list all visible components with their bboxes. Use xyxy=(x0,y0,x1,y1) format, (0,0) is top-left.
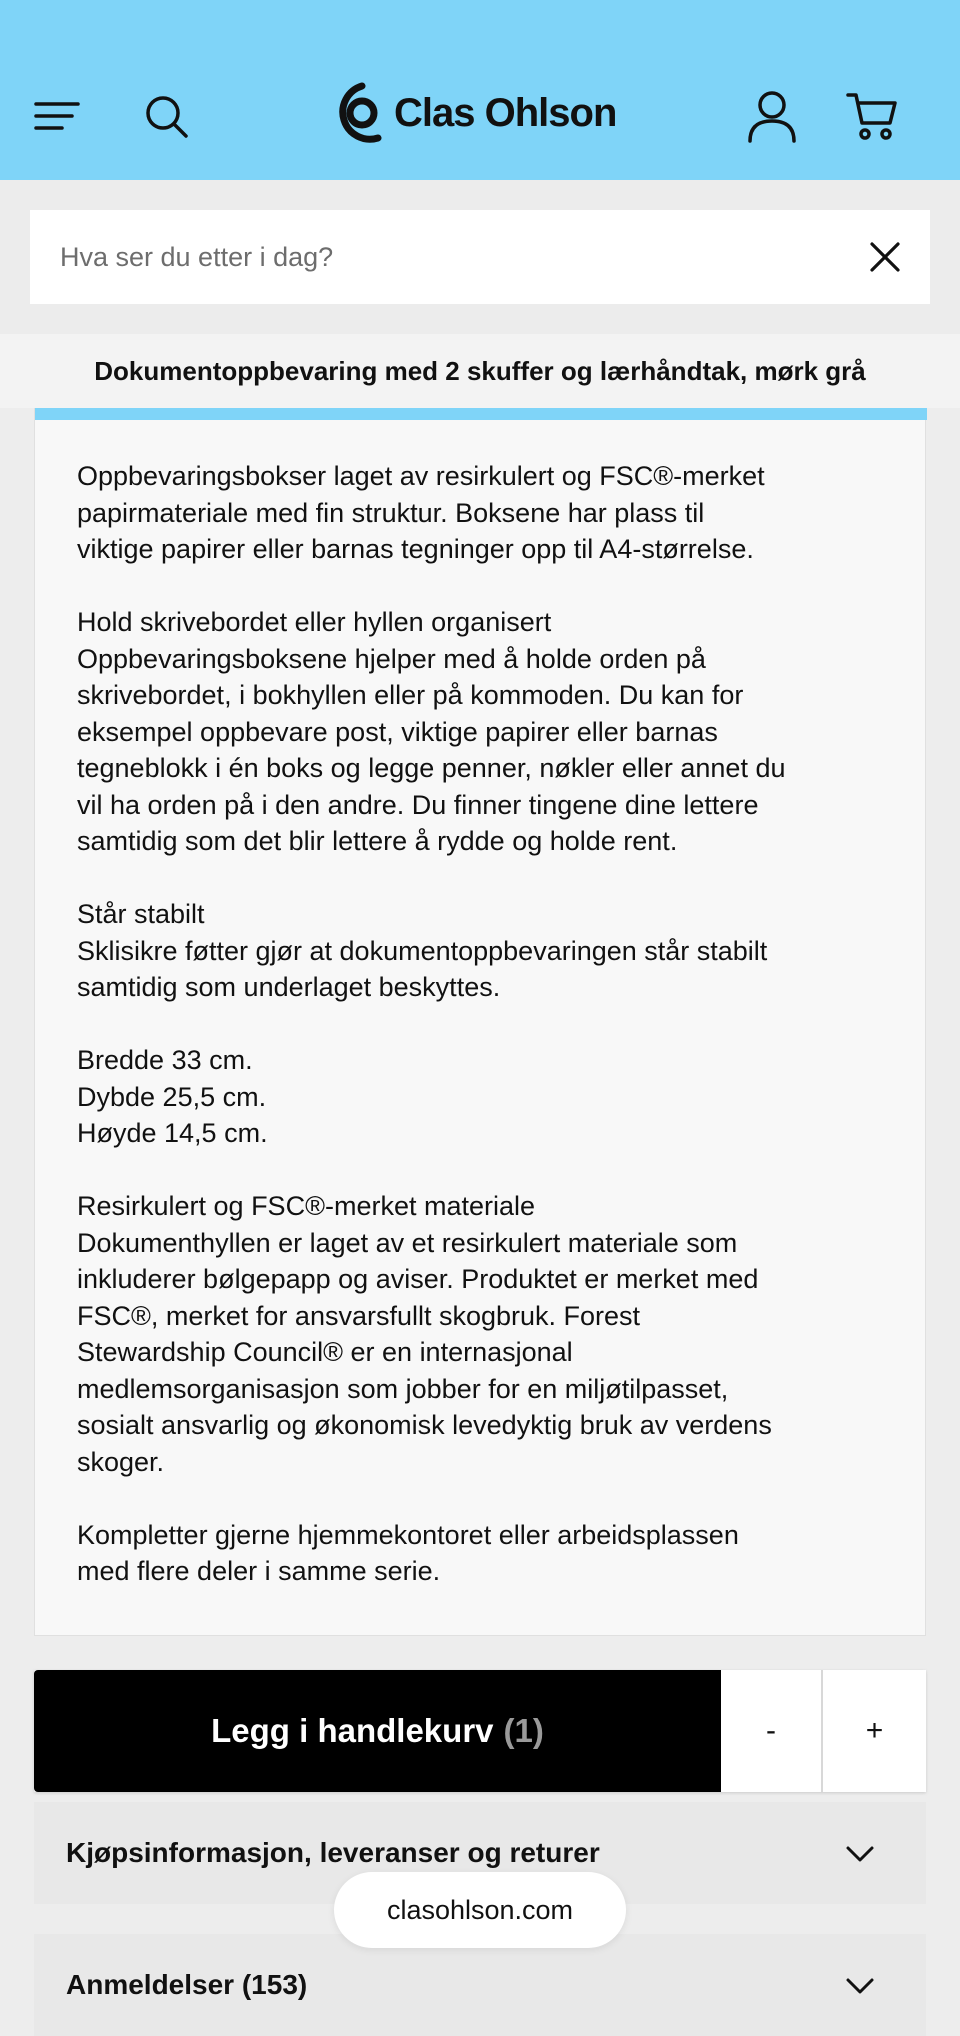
accordion-label: Kjøpsinformasjon, leveranser og returer xyxy=(66,1837,600,1868)
description-line: viktige papirer eller barnas tegninger opp til A4-størrelse. xyxy=(77,534,754,564)
description-paragraph xyxy=(77,896,897,1006)
logo-mark-icon xyxy=(332,82,384,144)
chevron-down-icon xyxy=(844,1838,876,1870)
description-line: Bredde 33 cm. xyxy=(77,1045,253,1075)
search-input[interactable] xyxy=(60,242,840,273)
accordion-label: Anmeldelser (153) xyxy=(66,1969,308,2000)
account-icon[interactable] xyxy=(744,88,800,144)
description-line: Oppbevaringsboksene hjelper med å holde orden på xyxy=(77,643,706,674)
description-card xyxy=(34,408,926,1636)
product-description xyxy=(77,458,897,1590)
description-line: Stewardship Council® er en internasjonal xyxy=(77,1337,573,1367)
description-paragraph xyxy=(77,1042,897,1152)
description-line: Sklisikre føtter gjør at dokumentoppbevaringen står stabilt xyxy=(77,935,768,966)
description-line: Står stabilt xyxy=(77,899,205,929)
browser-domain-pill[interactable] xyxy=(334,1872,626,1948)
product-title-bar xyxy=(0,334,960,408)
browser-domain: clasohlson.com xyxy=(386,1894,574,1925)
description-line: vil ha orden på i den andre. Du finner tingene dine lettere xyxy=(77,789,759,820)
product-title: Dokumentoppbevaring med 2 skuffer og lærhåndtak, mørk grå xyxy=(94,355,866,386)
description-line: Dybde 25,5 cm. xyxy=(77,1081,267,1112)
description-line: eksempel oppbevare post, viktige papirer eller barnas xyxy=(77,716,718,747)
description-line: skrivebordet, i bokhyllen eller på kommoden. Du kan for xyxy=(77,680,744,710)
description-line: samtidig som underlaget beskyttes. xyxy=(77,972,501,1002)
clas-ohlson-logo[interactable] xyxy=(332,80,616,146)
description-line: medlemsorganisasjon som jobber for en miljøtilpasset, xyxy=(77,1373,729,1404)
description-line: skoger. xyxy=(77,1446,165,1477)
chevron-down-icon xyxy=(844,1970,876,2002)
card-accent-bar xyxy=(35,408,927,420)
search-icon[interactable] xyxy=(138,88,194,144)
description-paragraph xyxy=(77,1188,897,1480)
description-line: Høyde 14,5 cm. xyxy=(77,1118,268,1148)
decrease-quantity-button[interactable]: - xyxy=(721,1670,823,1792)
description-line: sosialt ansvarlig og økonomisk levedyktig bruk av verdens xyxy=(77,1410,772,1440)
description-line: Oppbevaringsbokser laget av resirkulert og FSC®-merket xyxy=(77,461,765,491)
description-line: Kompletter gjerne hjemmekontoret eller arbeidsplassen xyxy=(77,1519,739,1550)
description-line: Dokumenthyllen er laget av et resirkulert materiale som xyxy=(77,1227,738,1258)
description-line: tegneblokk i én boks og legge penner, nøkler eller annet du xyxy=(77,753,786,783)
cart-icon[interactable] xyxy=(844,88,900,144)
increase-quantity-button[interactable]: + xyxy=(823,1670,926,1792)
description-line: Resirkulert og FSC®-merket materiale xyxy=(77,1191,536,1221)
description-line: Hold skrivebordet eller hyllen organisert xyxy=(77,607,552,637)
search-bar xyxy=(30,210,930,304)
add-to-cart-button[interactable] xyxy=(34,1670,721,1792)
add-to-cart-label: Legg i handlekurv xyxy=(211,1712,494,1749)
description-line: papirmateriale med fin struktur. Boksene har plass til xyxy=(77,497,705,528)
description-paragraph xyxy=(77,458,897,568)
site-header xyxy=(0,0,960,180)
accordion-reviews[interactable] xyxy=(34,1934,926,2036)
description-line: samtidig som det blir lettere å rydde og holde rent. xyxy=(77,826,678,856)
cart-quantity: (1) xyxy=(503,1712,544,1749)
menu-icon[interactable] xyxy=(28,88,84,144)
description-line: med flere deler i samme serie. xyxy=(77,1556,441,1586)
buy-row xyxy=(34,1670,926,1792)
close-icon[interactable] xyxy=(860,232,910,282)
description-paragraph xyxy=(77,1517,897,1590)
description-paragraph xyxy=(77,604,897,860)
logo-text: Clas Ohlson xyxy=(394,90,617,135)
description-line: inkluderer bølgepapp og aviser. Produktet er merket med xyxy=(77,1264,759,1294)
description-line: FSC®, merket for ansvarsfullt skogbruk. Forest xyxy=(77,1300,641,1331)
